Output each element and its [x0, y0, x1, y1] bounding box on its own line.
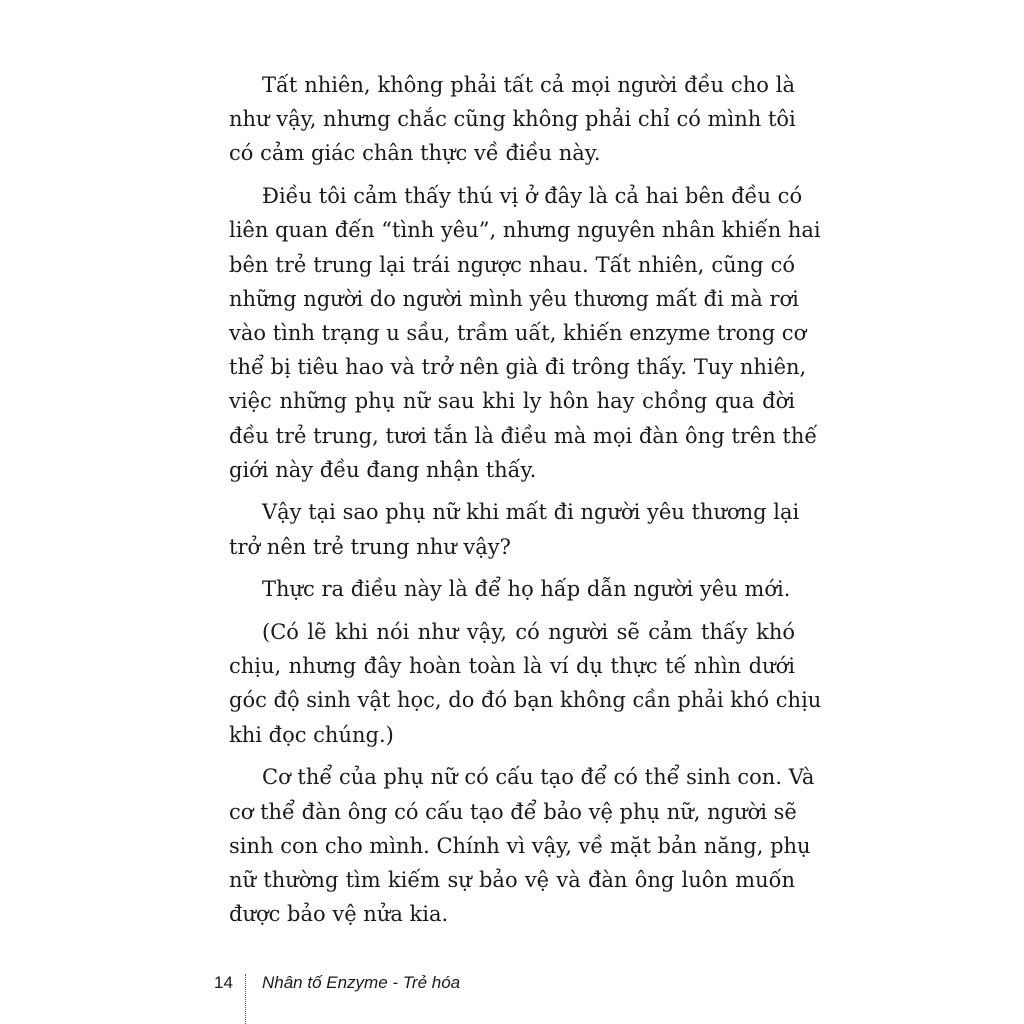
- paragraph: [229, 760, 815, 931]
- text-line: vào tình trạng u sầu, trầm uất, khiến enzyme trong cơ: [229, 320, 807, 345]
- text-line: đều trẻ trung, tươi tắn là điều mà mọi đàn ông trên thế: [229, 423, 818, 448]
- text-line: cơ thể đàn ông có cấu tạo để bảo vệ phụ nữ, người sẽ: [229, 799, 797, 824]
- text-line: việc những phụ nữ sau khi ly hôn hay chồng qua đời: [229, 389, 795, 414]
- text-line: (Có lẽ khi nói như vậy, có người sẽ cảm thấy khó: [262, 620, 795, 645]
- body-text: [229, 68, 822, 940]
- text-line: nữ thường tìm kiếm sự bảo vệ và đàn ông luôn muốn: [229, 867, 795, 892]
- text-line: những người do người mình yêu thương mất đi mà rơi: [229, 286, 799, 311]
- text-line: liên quan đến “tình yêu”, nhưng nguyên nhân khiến hai: [229, 218, 821, 243]
- text-line: Thực ra điều này là để họ hấp dẫn người yêu mới.: [262, 577, 791, 602]
- paragraph: [229, 495, 800, 563]
- paragraph: [229, 68, 795, 171]
- text-line: bên trẻ trung lại trái ngược nhau. Tất nhiên, cũng có: [229, 252, 795, 277]
- paragraph: [229, 615, 822, 752]
- text-line: khi đọc chúng.): [229, 722, 394, 747]
- text-line: Điều tôi cảm thấy thú vị ở đây là cả hai bên đều có: [262, 184, 803, 209]
- text-line: được bảo vệ nửa kia.: [229, 902, 449, 927]
- text-line: sinh con cho mình. Chính vì vậy, về mặt bản năng, phụ: [229, 833, 811, 858]
- text-line: góc độ sinh vật học, do đó bạn không cần phải khó chịu: [229, 688, 822, 713]
- paragraph: [229, 179, 821, 487]
- running-title: Nhân tố Enzyme - Trẻ hóa: [262, 973, 461, 992]
- text-line: Cơ thể của phụ nữ có cấu tạo để có thể sinh con. Và: [262, 765, 815, 790]
- text-line: giới này đều đang nhận thấy.: [229, 457, 537, 482]
- text-line: trở nên trẻ trung như vậy?: [229, 534, 511, 559]
- page-number: 14: [214, 973, 233, 992]
- text-line: chịu, nhưng đây hoàn toàn là ví dụ thực tế nhìn dưới: [229, 654, 795, 679]
- text-line: Tất nhiên, không phải tất cả mọi người đều cho là: [262, 73, 795, 97]
- page-footer: [0, 960, 1024, 1024]
- paragraph: [229, 572, 795, 606]
- footer-divider: [245, 974, 246, 1024]
- text-line: thể bị tiêu hao và trở nên già đi trông thấy. Tuy nhiên,: [229, 355, 807, 380]
- text-line: có cảm giác chân thực về điều này.: [229, 141, 601, 166]
- text-line: như vậy, nhưng chắc cũng không phải chỉ có mình tôi: [229, 107, 796, 132]
- text-line: Vậy tại sao phụ nữ khi mất đi người yêu thương lại: [262, 500, 800, 525]
